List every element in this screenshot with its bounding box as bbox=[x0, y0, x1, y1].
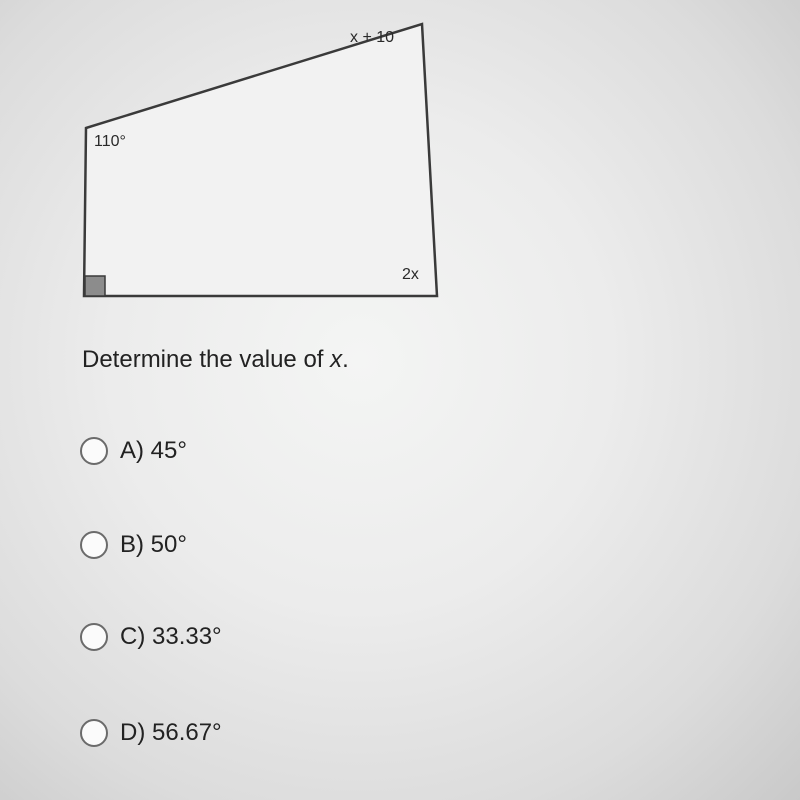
choice-b[interactable] bbox=[80, 527, 187, 563]
quadrilateral-figure bbox=[0, 0, 800, 330]
radio-button-d[interactable] bbox=[80, 719, 108, 747]
radio-button-a[interactable] bbox=[80, 437, 108, 465]
choice-d[interactable] bbox=[80, 715, 222, 751]
choice-c-label: C) 33.33° bbox=[120, 623, 222, 650]
choice-a[interactable] bbox=[80, 433, 187, 469]
question-suffix: . bbox=[342, 346, 349, 373]
choice-d-label: D) 56.67° bbox=[120, 719, 222, 746]
angle-label-bottom-right: 2x bbox=[402, 266, 419, 283]
question-prefix: Determine the value of bbox=[82, 346, 331, 373]
choice-a-label: A) 45° bbox=[120, 437, 187, 464]
right-angle-marker bbox=[85, 276, 105, 296]
choice-b-label: B) 50° bbox=[120, 531, 187, 558]
quadrilateral-shape bbox=[84, 24, 437, 296]
radio-button-b[interactable] bbox=[80, 531, 108, 559]
question-text bbox=[82, 346, 349, 374]
choice-c[interactable] bbox=[80, 619, 222, 655]
angle-label-top-left: 110° bbox=[94, 133, 126, 150]
radio-button-c[interactable] bbox=[80, 623, 108, 651]
angle-label-top-right: x + 10 bbox=[350, 29, 395, 46]
question-variable: x bbox=[330, 346, 343, 373]
